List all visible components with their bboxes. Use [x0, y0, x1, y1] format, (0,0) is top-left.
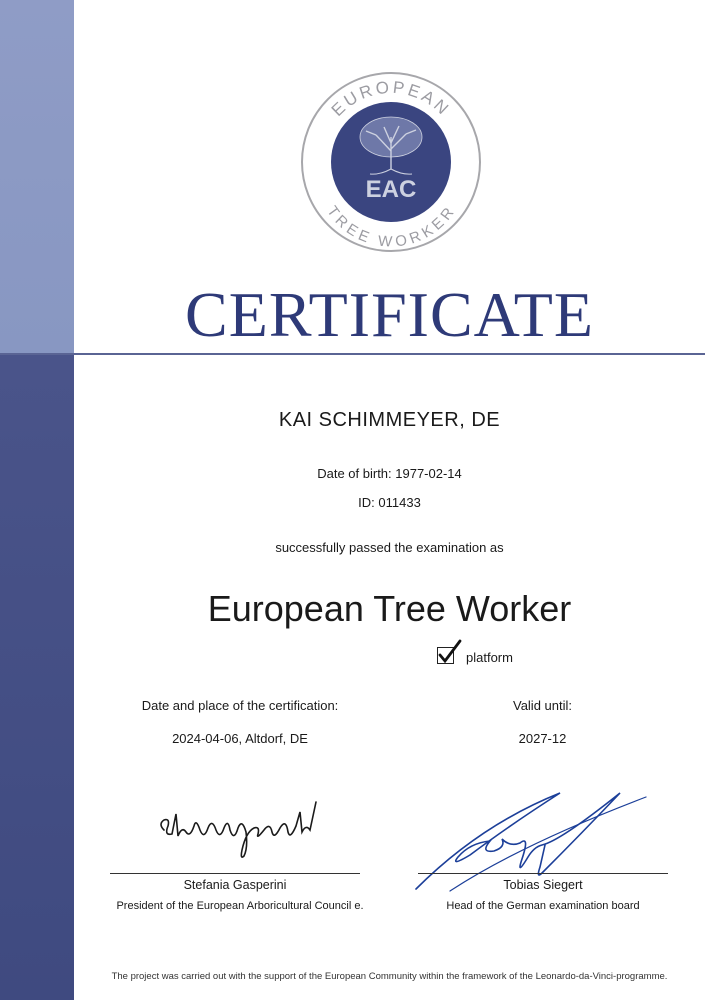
signatory-name-left: Stefania Gasperini [183, 878, 287, 892]
certificate-title: CERTIFICATE [185, 279, 594, 350]
check-icon [436, 639, 464, 667]
date-of-birth: Date of birth: 1977-02-14 [317, 466, 462, 481]
profession-title: European Tree Worker [207, 588, 572, 629]
seal-emblem-text: EAC [365, 176, 417, 203]
exam-statement: successfully passed the examination as [275, 540, 504, 555]
holder-id: ID: 011433 [358, 495, 421, 510]
eac-seal-logo [300, 71, 482, 253]
footer-note: The project was carried out with the support of the European Community within the framework of the Leonardo-da-Vinci-programme. [111, 971, 668, 982]
platform-option-label: platform [466, 650, 513, 665]
certification-place-label: Date and place of the certification: [141, 698, 339, 713]
side-stripe-dark [0, 354, 74, 1000]
signatory-role-right: Head of the German examination board [446, 900, 640, 912]
certification-place-value: 2024-04-06, Altdorf, DE [172, 731, 308, 746]
signatory-role-left: President of the European Arboricultural Council e. [116, 900, 364, 912]
valid-until-value: 2027-12 [518, 731, 567, 746]
side-stripe-light [0, 0, 74, 354]
seal-arc-bottom: TREE WORKER [323, 203, 459, 251]
signature-line-right [418, 873, 668, 874]
signatory-name-right: Tobias Siegert [503, 878, 583, 892]
signature-line-left [110, 873, 360, 874]
seal-arc-top: EUROPEAN [327, 77, 455, 120]
holder-name: KAI SCHIMMEYER, DE [278, 409, 501, 431]
valid-until-label: Valid until: [512, 698, 572, 713]
signature-gasperini [150, 790, 330, 870]
title-rule [0, 353, 705, 355]
